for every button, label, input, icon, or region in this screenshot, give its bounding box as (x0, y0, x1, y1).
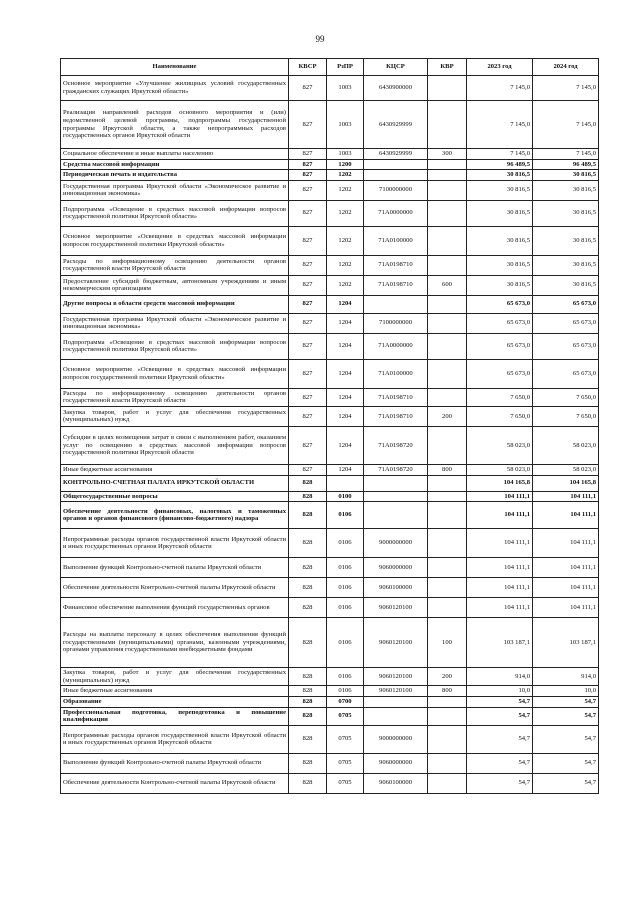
cell-kvr (428, 529, 467, 558)
cell-2023: 58 023,0 (467, 464, 533, 475)
cell-2023: 54,7 (467, 753, 533, 773)
cell-rzpr: 0106 (327, 529, 364, 558)
cell-2023: 54,7 (467, 773, 533, 793)
cell-kcsr: 9060000000 (364, 753, 428, 773)
cell-name: Реализация направлений расходов основного мероприятия и (или) ведомственной целевой программы, подпрограммы государственной программы Иркутской области, а также непрограммных расходов государственных органов Иркутской области (61, 101, 289, 149)
cell-2023: 10,0 (467, 686, 533, 697)
cell-kvr (428, 558, 467, 578)
table-row (61, 101, 599, 149)
cell-kvsr: 827 (289, 359, 327, 388)
table-header-row (61, 59, 599, 76)
cell-kcsr: 71А0198720 (364, 426, 428, 464)
cell-kvsr: 827 (289, 406, 327, 426)
cell-2023: 65 673,0 (467, 313, 533, 333)
cell-2024: 914,0 (533, 668, 599, 686)
cell-2024: 65 673,0 (533, 313, 599, 333)
cell-2024: 54,7 (533, 753, 599, 773)
cell-2024: 58 023,0 (533, 426, 599, 464)
cell-2023: 103 187,1 (467, 618, 533, 668)
cell-kvr: 200 (428, 668, 467, 686)
cell-kcsr (364, 707, 428, 725)
cell-kvr (428, 502, 467, 529)
cell-kvsr: 828 (289, 696, 327, 707)
cell-kvr (428, 475, 467, 491)
table-row (61, 313, 599, 333)
cell-name: Средства массовой информации (61, 159, 289, 170)
cell-rzpr: 1003 (327, 149, 364, 160)
cell-kvr (428, 491, 467, 502)
cell-kcsr: 6430900000 (364, 76, 428, 101)
table-row (61, 295, 599, 313)
cell-kvsr: 828 (289, 725, 327, 753)
header-2023: 2023 год (467, 59, 533, 76)
cell-kvsr: 827 (289, 313, 327, 333)
cell-2023: 96 489,5 (467, 159, 533, 170)
cell-rzpr: 0705 (327, 753, 364, 773)
cell-2024: 30 816,5 (533, 200, 599, 226)
cell-2024: 7 145,0 (533, 149, 599, 160)
cell-kcsr (364, 475, 428, 491)
cell-kvsr: 828 (289, 707, 327, 725)
cell-kvr (428, 255, 467, 275)
cell-name: Выполнение функций Контрольно-счетной палаты Иркутской области (61, 753, 289, 773)
cell-kvsr: 827 (289, 275, 327, 295)
cell-kcsr (364, 159, 428, 170)
table-row (61, 668, 599, 686)
cell-kvr (428, 295, 467, 313)
cell-rzpr: 1200 (327, 159, 364, 170)
cell-kcsr (364, 170, 428, 181)
cell-kvr (428, 707, 467, 725)
cell-2024: 7 145,0 (533, 76, 599, 101)
cell-name: Обеспечение деятельности Контрольно-счетной палаты Иркутской области (61, 578, 289, 598)
cell-kcsr (364, 502, 428, 529)
cell-kvsr: 828 (289, 558, 327, 578)
budget-table (60, 58, 599, 794)
cell-2024: 96 489,5 (533, 159, 599, 170)
cell-kvr (428, 159, 467, 170)
cell-name: Предоставление субсидий бюджетным, автономным учреждениям и иным некоммерческим организациям (61, 275, 289, 295)
cell-2023: 104 111,1 (467, 598, 533, 618)
cell-kvsr: 828 (289, 529, 327, 558)
cell-name: Государственная программа Иркутской области «Экономическое развитие и инновационная экономика» (61, 313, 289, 333)
cell-kvsr: 828 (289, 753, 327, 773)
cell-kcsr: 71А0198710 (364, 255, 428, 275)
cell-name: Непрограммные расходы органов государственной власти Иркутской области и иных государственных органов Иркутской области (61, 529, 289, 558)
table-row (61, 359, 599, 388)
cell-kvsr: 827 (289, 149, 327, 160)
cell-2024: 65 673,0 (533, 333, 599, 359)
cell-kvr (428, 578, 467, 598)
cell-kvsr: 827 (289, 180, 327, 200)
cell-rzpr: 1202 (327, 275, 364, 295)
cell-kvsr: 828 (289, 618, 327, 668)
cell-kvr (428, 101, 467, 149)
cell-kcsr: 6430929999 (364, 149, 428, 160)
table-row (61, 558, 599, 578)
cell-kvr (428, 426, 467, 464)
cell-kvr: 800 (428, 464, 467, 475)
cell-2024: 54,7 (533, 696, 599, 707)
cell-rzpr: 0705 (327, 725, 364, 753)
cell-rzpr: 0106 (327, 668, 364, 686)
cell-kvsr: 827 (289, 295, 327, 313)
cell-kcsr: 9060120100 (364, 618, 428, 668)
cell-kcsr: 7100000000 (364, 313, 428, 333)
cell-kvsr: 827 (289, 426, 327, 464)
cell-2024: 7 145,0 (533, 101, 599, 149)
cell-rzpr: 1204 (327, 388, 364, 406)
cell-2023: 7 650,0 (467, 406, 533, 426)
cell-2023: 30 816,5 (467, 180, 533, 200)
cell-kvr (428, 359, 467, 388)
table-row (61, 707, 599, 725)
cell-rzpr: 0106 (327, 686, 364, 697)
cell-2024: 54,7 (533, 725, 599, 753)
cell-kvsr: 827 (289, 200, 327, 226)
cell-2023: 104 111,1 (467, 491, 533, 502)
cell-kcsr: 9060120100 (364, 668, 428, 686)
cell-name: Общегосударственные вопросы (61, 491, 289, 502)
table-row (61, 159, 599, 170)
table-body (61, 76, 599, 794)
cell-name: Закупка товаров, работ и услуг для обеспечения государственных (муниципальных) нужд (61, 668, 289, 686)
cell-name: Подпрограмма «Освещение в средствах массовой информации вопросов государственной политики Иркутской области» (61, 200, 289, 226)
cell-rzpr: 1204 (327, 359, 364, 388)
cell-2023: 7 145,0 (467, 101, 533, 149)
header-name: Наименование (61, 59, 289, 76)
cell-kcsr: 71А0198710 (364, 275, 428, 295)
cell-2023: 914,0 (467, 668, 533, 686)
table-row (61, 475, 599, 491)
table-row (61, 598, 599, 618)
cell-rzpr: 0106 (327, 618, 364, 668)
cell-2024: 104 111,1 (533, 502, 599, 529)
cell-rzpr: 1003 (327, 76, 364, 101)
cell-2024: 104 111,1 (533, 598, 599, 618)
cell-name: Профессиональная подготовка, переподготовка и повышение квалификации (61, 707, 289, 725)
cell-2024: 7 650,0 (533, 406, 599, 426)
cell-kvsr: 827 (289, 159, 327, 170)
cell-kcsr: 9000000000 (364, 725, 428, 753)
cell-rzpr (327, 475, 364, 491)
cell-kvr (428, 333, 467, 359)
cell-2024: 30 816,5 (533, 170, 599, 181)
cell-kvsr: 827 (289, 226, 327, 255)
cell-kvr (428, 725, 467, 753)
cell-kvsr: 828 (289, 668, 327, 686)
cell-rzpr: 0100 (327, 491, 364, 502)
cell-name: Социальное обеспечение и иные выплаты населению (61, 149, 289, 160)
cell-kcsr: 9000000000 (364, 529, 428, 558)
cell-2024: 54,7 (533, 773, 599, 793)
cell-kvsr: 828 (289, 502, 327, 529)
cell-kcsr: 71А0100000 (364, 359, 428, 388)
cell-kvr: 100 (428, 618, 467, 668)
cell-rzpr: 1204 (327, 426, 364, 464)
cell-2024: 54,7 (533, 707, 599, 725)
cell-kcsr: 9060120100 (364, 598, 428, 618)
cell-name: Основное мероприятие «Улучшение жилищных условий государственных гражданских служащих Иркутской области» (61, 76, 289, 101)
cell-name: Расходы по информационному освещению деятельности органов государственной власти Иркутской области (61, 255, 289, 275)
cell-name: Субсидии в целях возмещения затрат в связи с выполнением работ, оказанием услуг по освещению в средствах массовой информации вопросов государственной политики Иркутской области (61, 426, 289, 464)
cell-kvsr: 827 (289, 255, 327, 275)
cell-2024: 104 111,1 (533, 558, 599, 578)
cell-2023: 104 111,1 (467, 578, 533, 598)
cell-kvsr: 827 (289, 388, 327, 406)
cell-rzpr: 1003 (327, 101, 364, 149)
cell-name: Финансовое обеспечение выполнения функций государственных органов (61, 598, 289, 618)
page-number: 99 (315, 34, 325, 44)
table-row (61, 406, 599, 426)
table-row (61, 578, 599, 598)
table-row (61, 180, 599, 200)
cell-name: КОНТРОЛЬНО-СЧЕТНАЯ ПАЛАТА ИРКУТСКОЙ ОБЛАСТИ (61, 475, 289, 491)
cell-kcsr: 71А0100000 (364, 226, 428, 255)
header-rzpr: РзПР (327, 59, 364, 76)
cell-kcsr: 71А0198720 (364, 464, 428, 475)
table-row (61, 696, 599, 707)
cell-2023: 104 165,8 (467, 475, 533, 491)
cell-rzpr: 1204 (327, 313, 364, 333)
cell-kvr (428, 170, 467, 181)
cell-2024: 7 650,0 (533, 388, 599, 406)
cell-2023: 65 673,0 (467, 333, 533, 359)
cell-kvr (428, 773, 467, 793)
cell-kcsr: 6430929999 (364, 101, 428, 149)
cell-kvsr: 828 (289, 598, 327, 618)
cell-kvr (428, 598, 467, 618)
cell-kvsr: 827 (289, 464, 327, 475)
table-row (61, 529, 599, 558)
cell-rzpr: 1202 (327, 200, 364, 226)
table-row (61, 618, 599, 668)
cell-rzpr: 1202 (327, 180, 364, 200)
cell-kcsr: 71А0000000 (364, 333, 428, 359)
cell-kvr: 800 (428, 686, 467, 697)
cell-kvr (428, 200, 467, 226)
cell-2024: 104 165,8 (533, 475, 599, 491)
cell-rzpr: 0106 (327, 558, 364, 578)
cell-kvsr: 827 (289, 170, 327, 181)
cell-kvsr: 827 (289, 333, 327, 359)
cell-2023: 104 111,1 (467, 558, 533, 578)
cell-2023: 30 816,5 (467, 275, 533, 295)
cell-rzpr: 1204 (327, 333, 364, 359)
cell-kvr (428, 226, 467, 255)
cell-2023: 30 816,5 (467, 255, 533, 275)
table-row (61, 686, 599, 697)
cell-name: Выполнение функций Контрольно-счетной палаты Иркутской области (61, 558, 289, 578)
cell-rzpr: 1204 (327, 295, 364, 313)
header-kcsr: КЦСР (364, 59, 428, 76)
cell-2023: 65 673,0 (467, 359, 533, 388)
cell-rzpr: 1202 (327, 255, 364, 275)
cell-name: Расходы по информационному освещению деятельности органов государственной власти Иркутской области (61, 388, 289, 406)
cell-2023: 7 145,0 (467, 76, 533, 101)
cell-rzpr: 1202 (327, 170, 364, 181)
cell-kcsr (364, 491, 428, 502)
table-row (61, 170, 599, 181)
table-row (61, 491, 599, 502)
table-row (61, 426, 599, 464)
cell-2024: 65 673,0 (533, 295, 599, 313)
cell-kvr (428, 76, 467, 101)
table-row (61, 149, 599, 160)
table-row (61, 464, 599, 475)
cell-name: Основное мероприятие «Освещение в средствах массовой информации вопросов государственной политики Иркутской области» (61, 226, 289, 255)
table-row (61, 226, 599, 255)
cell-kvsr: 828 (289, 578, 327, 598)
table-row (61, 255, 599, 275)
cell-name: Подпрограмма «Освещение в средствах массовой информации вопросов государственной политики Иркутской области» (61, 333, 289, 359)
cell-kcsr: 71А0000000 (364, 200, 428, 226)
cell-2023: 30 816,5 (467, 170, 533, 181)
cell-2024: 104 111,1 (533, 578, 599, 598)
cell-kvsr: 828 (289, 475, 327, 491)
cell-name: Основное мероприятие «Освещение в средствах массовой информации вопросов государственной политики Иркутской области» (61, 359, 289, 388)
cell-kcsr: 71А0198710 (364, 406, 428, 426)
cell-2023: 54,7 (467, 707, 533, 725)
cell-kvsr: 827 (289, 101, 327, 149)
table-row (61, 200, 599, 226)
cell-rzpr: 0106 (327, 598, 364, 618)
cell-2024: 103 187,1 (533, 618, 599, 668)
cell-name: Государственная программа Иркутской области «Экономическое развитие и инновационная экономика» (61, 180, 289, 200)
cell-rzpr: 1202 (327, 226, 364, 255)
cell-2023: 30 816,5 (467, 200, 533, 226)
cell-name: Непрограммные расходы органов государственной власти Иркутской области и иных государственных органов Иркутской области (61, 725, 289, 753)
cell-2024: 30 816,5 (533, 275, 599, 295)
cell-name: Периодическая печать и издательства (61, 170, 289, 181)
header-kvsr: КВСР (289, 59, 327, 76)
cell-kcsr: 9060100000 (364, 578, 428, 598)
cell-2024: 104 111,1 (533, 529, 599, 558)
cell-2024: 65 673,0 (533, 359, 599, 388)
cell-2024: 10,0 (533, 686, 599, 697)
cell-kvr (428, 388, 467, 406)
cell-2023: 7 650,0 (467, 388, 533, 406)
cell-kvr: 200 (428, 406, 467, 426)
cell-kvsr: 828 (289, 773, 327, 793)
table-row (61, 275, 599, 295)
cell-kvsr: 828 (289, 686, 327, 697)
cell-kcsr: 7100000000 (364, 180, 428, 200)
cell-rzpr: 0106 (327, 578, 364, 598)
cell-2024: 58 023,0 (533, 464, 599, 475)
table-row (61, 388, 599, 406)
cell-kcsr: 9060000000 (364, 558, 428, 578)
table-row (61, 773, 599, 793)
cell-rzpr: 0700 (327, 696, 364, 707)
header-kvr: КВР (428, 59, 467, 76)
cell-rzpr: 0705 (327, 707, 364, 725)
cell-kvr (428, 313, 467, 333)
cell-2024: 30 816,5 (533, 255, 599, 275)
cell-kvr: 300 (428, 149, 467, 160)
cell-name: Обеспечение деятельности Контрольно-счетной палаты Иркутской области (61, 773, 289, 793)
cell-kvr (428, 753, 467, 773)
cell-name: Другие вопросы в области средств массовой информации (61, 295, 289, 313)
cell-rzpr: 1204 (327, 406, 364, 426)
cell-2023: 54,7 (467, 725, 533, 753)
cell-2023: 7 145,0 (467, 149, 533, 160)
cell-2023: 104 111,1 (467, 529, 533, 558)
cell-kcsr: 9060100000 (364, 773, 428, 793)
cell-name: Закупка товаров, работ и услуг для обеспечения государственных (муниципальных) нужд (61, 406, 289, 426)
cell-kvsr: 827 (289, 76, 327, 101)
cell-kcsr (364, 295, 428, 313)
cell-kvsr: 828 (289, 491, 327, 502)
cell-name: Иные бюджетные ассигнования (61, 464, 289, 475)
cell-2024: 30 816,5 (533, 180, 599, 200)
cell-name: Обеспечение деятельности финансовых, налоговых и таможенных органов и органов финансового (финансово-бюджетного) надзора (61, 502, 289, 529)
cell-rzpr: 0106 (327, 502, 364, 529)
cell-2023: 54,7 (467, 696, 533, 707)
cell-2023: 58 023,0 (467, 426, 533, 464)
table-row (61, 502, 599, 529)
cell-2023: 65 673,0 (467, 295, 533, 313)
table-row (61, 333, 599, 359)
cell-kvr: 600 (428, 275, 467, 295)
table-row (61, 725, 599, 753)
cell-kvr (428, 180, 467, 200)
cell-2024: 30 816,5 (533, 226, 599, 255)
cell-name: Иные бюджетные ассигнования (61, 686, 289, 697)
cell-rzpr: 0705 (327, 773, 364, 793)
header-2024: 2024 год (533, 59, 599, 76)
cell-rzpr: 1204 (327, 464, 364, 475)
cell-2024: 104 111,1 (533, 491, 599, 502)
cell-kcsr (364, 696, 428, 707)
cell-2023: 30 816,5 (467, 226, 533, 255)
cell-kcsr: 71А0198710 (364, 388, 428, 406)
cell-kvr (428, 696, 467, 707)
cell-2023: 104 111,1 (467, 502, 533, 529)
table-row (61, 753, 599, 773)
table-row (61, 76, 599, 101)
cell-name: Образование (61, 696, 289, 707)
cell-name: Расходы на выплаты персоналу в целях обеспечения выполнения функций государственными (муниципальными) органами, казенными учреждениями, органами управления государственными внебюджетными фондами (61, 618, 289, 668)
cell-kcsr: 9060120100 (364, 686, 428, 697)
